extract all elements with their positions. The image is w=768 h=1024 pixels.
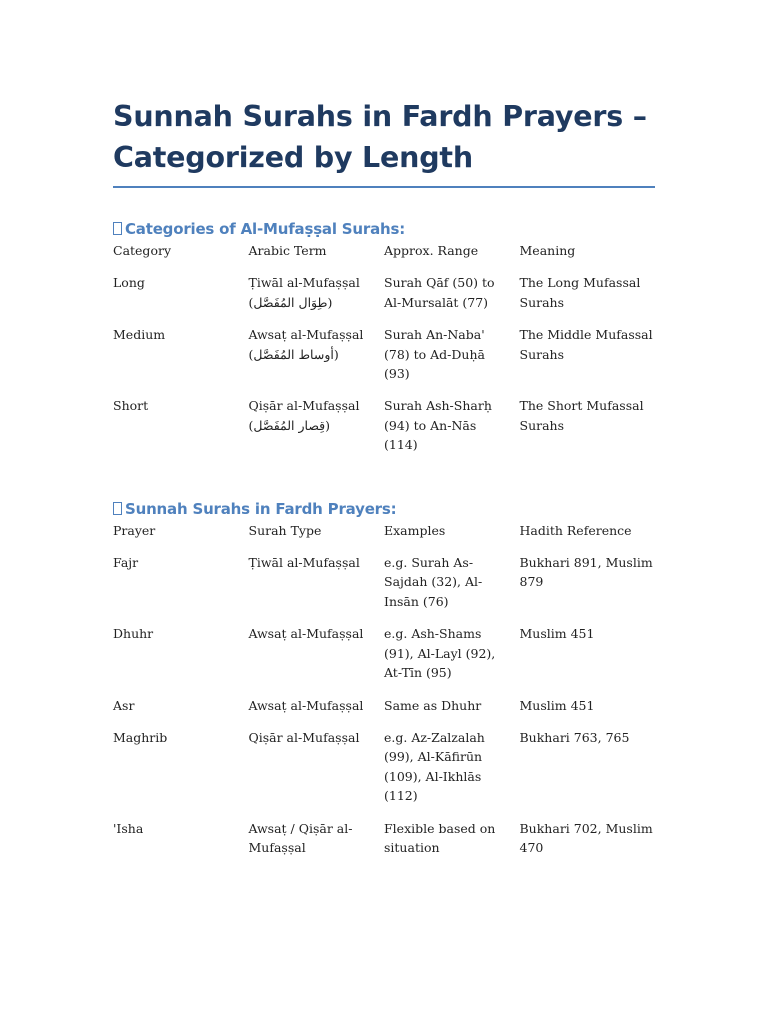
table-row: [113, 273, 655, 325]
table-cell: The Long Mufassal Surahs: [519, 275, 641, 310]
column-header: Hadith Reference: [519, 522, 632, 538]
categories-heading: [113, 219, 655, 239]
table-cell: Qiṣār al-Mufaṣṣal: [248, 729, 360, 745]
table-cell: Awsaṭ al-Mufaṣṣal (أوساط المُفَصَّل): [248, 327, 364, 362]
table-row: [113, 325, 655, 396]
table-cell: Long: [113, 275, 145, 291]
table-cell: Awsaṭ / Qiṣār al-Mufaṣṣal: [248, 820, 353, 855]
table-cell: 'Isha: [113, 820, 144, 836]
column-header: Surah Type: [248, 522, 322, 538]
table-cell: The Short Mufassal Surahs: [519, 398, 644, 433]
table-cell: Muslim 451: [519, 697, 595, 713]
prayers-heading: [113, 499, 655, 519]
table-cell: Bukhari 702, Muslim 470: [519, 820, 653, 855]
table-row: [113, 624, 655, 695]
table-cell: Ṭiwāl al-Mufaṣṣal: [248, 555, 360, 571]
table-cell: Qiṣār al-Mufaṣṣal (قِصار المُفَصَّل): [248, 398, 360, 433]
table-cell: Asr: [113, 697, 135, 713]
table-row: [113, 728, 655, 819]
column-header: Prayer: [113, 522, 156, 538]
table-cell: Muslim 451: [519, 626, 595, 642]
column-header: Approx. Range: [384, 243, 479, 258]
table-cell: Awsaṭ al-Mufaṣṣal: [248, 697, 364, 713]
column-header: Arabic Term: [248, 243, 327, 258]
table-cell: Surah Ash-Sharḥ (94) to An-Nās (114): [384, 398, 492, 453]
column-header: Category: [113, 243, 172, 258]
prayers-table: [113, 521, 655, 871]
table-cell: Flexible based on situation: [384, 820, 496, 855]
document-page: [113, 96, 655, 870]
document-title: Sunnah Surahs in Fardh Prayers – Categorized by Length: [113, 100, 647, 174]
table-cell: Ṭiwāl al-Mufaṣṣal (طِوَال المُفَصَّل): [248, 275, 360, 310]
table-cell: Short: [113, 398, 149, 414]
table-cell: Surah An-Naba' (78) to Ad-Duḥā (93): [384, 327, 485, 382]
table-cell: e.g. Surah As-Sajdah (32), Al-Insān (76): [384, 555, 483, 609]
table-row: [113, 696, 655, 728]
table-cell: Same as Dhuhr: [384, 697, 482, 713]
table-cell: Bukhari 763, 765: [519, 729, 630, 745]
table-cell: Bukhari 891, Muslim 879: [519, 555, 653, 590]
table-row: [113, 819, 655, 871]
table-cell: The Middle Mufassal Surahs: [519, 327, 653, 362]
categories-table: [113, 241, 655, 468]
table-header-row: [113, 521, 655, 553]
categories-heading-text: Categories of Al-Mufaṣṣal Surahs:: [125, 220, 406, 238]
table-cell: Maghrib: [113, 729, 168, 745]
table-cell: Medium: [113, 327, 166, 343]
table-row: [113, 553, 655, 624]
table-header-row: [113, 241, 655, 273]
table-cell: Surah Qāf (50) to Al-Mursalāt (77): [384, 275, 495, 310]
table-cell: Dhuhr: [113, 626, 154, 642]
prayers-heading-text: Sunnah Surahs in Fardh Prayers:: [125, 499, 397, 518]
book-emoji-icon: [113, 222, 122, 235]
table-cell: e.g. Az-Zalzalah (99), Al-Kāfirūn (109), Al-Ikhlās (112): [384, 729, 485, 804]
table-cell: Awsaṭ al-Mufaṣṣal: [248, 626, 364, 642]
column-header: Examples: [384, 522, 446, 538]
title-underline: [113, 186, 655, 188]
table-row: [113, 396, 655, 467]
mosque-emoji-icon: [113, 502, 122, 515]
table-cell: Fajr: [113, 555, 139, 571]
table-cell: e.g. Ash-Shams (91), Al-Layl (92), At-Tīn (95): [384, 626, 496, 681]
column-header: Meaning: [519, 243, 576, 258]
